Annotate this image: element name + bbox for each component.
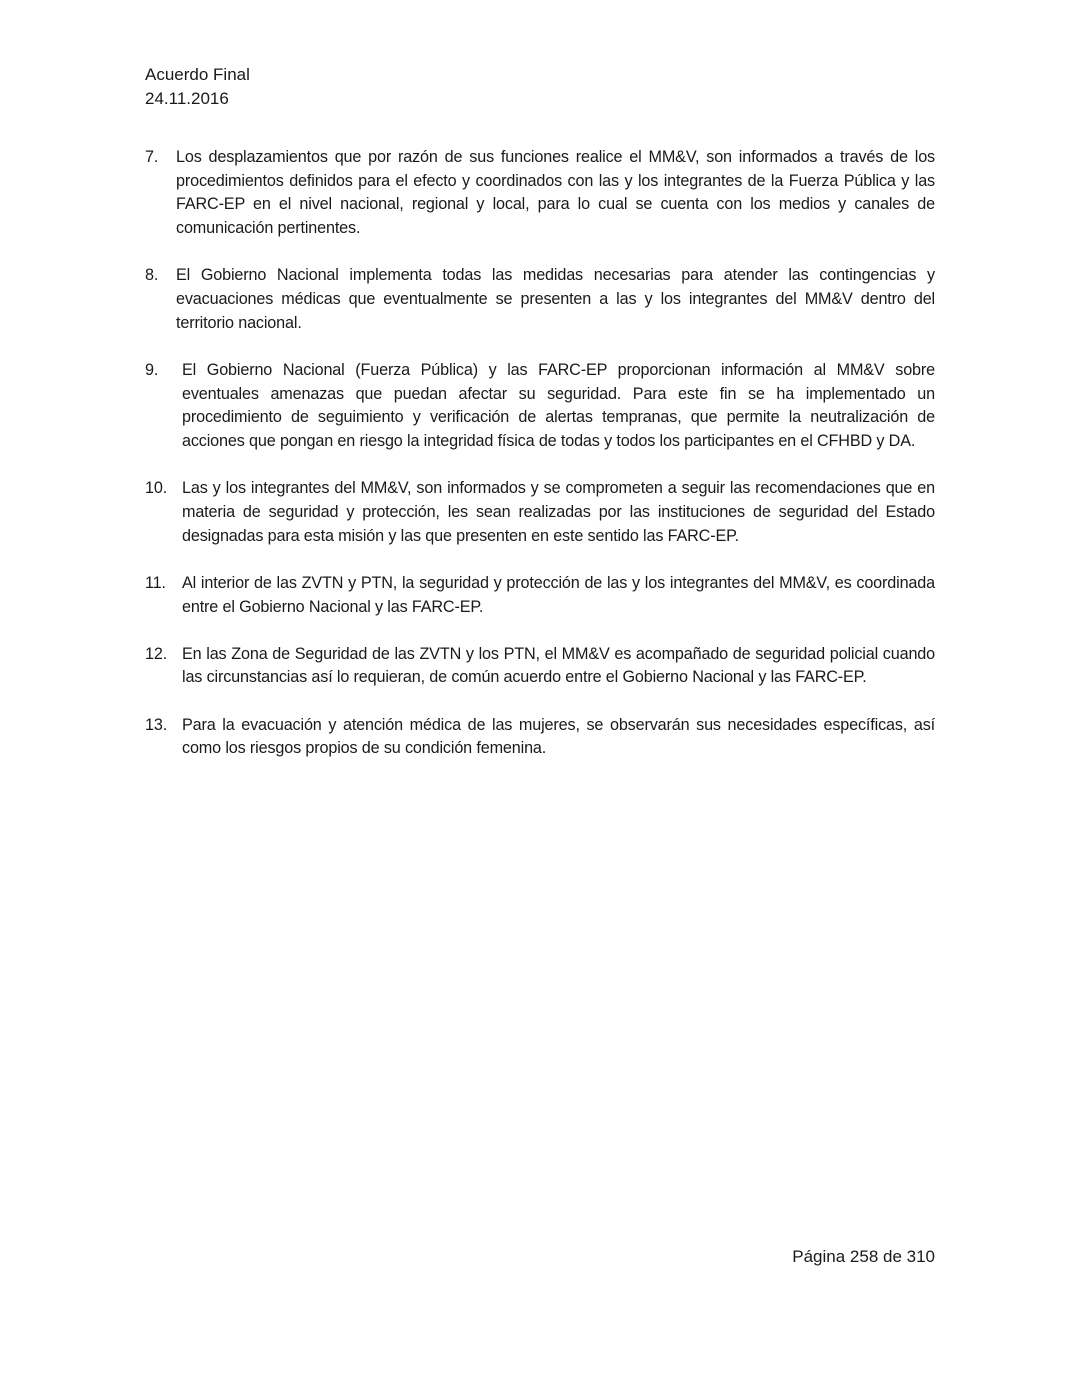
document-title: Acuerdo Final	[145, 65, 250, 84]
item-number: 11.	[145, 573, 166, 592]
item-number: 13.	[145, 715, 168, 734]
item-text: El Gobierno Nacional (Fuerza Pública) y las FARC-EP proporcionan información al MM&V sobre eventuales amenazas que puedan afectar su seguridad. Para este fin se ha implementado un procedimiento de seguimiento y verificación de alertas tempranas, que permite la neutralización de acciones que pongan en riesgo la integridad física de todas y todos los participantes en el CFHBD y DA.	[182, 360, 935, 451]
item-text: En las Zona de Seguridad de las ZVTN y los PTN, el MM&V es acompañado de seguridad policial cuando las circunstancias así lo requieran, de común acuerdo entre el Gobierno Nacional y las FARC-EP.	[182, 644, 935, 687]
list-item-10	[145, 477, 935, 548]
item-number: 8.	[145, 266, 159, 285]
item-text: Para la evacuación y atención médica de las mujeres, se observarán sus necesidades específicas, así como los riesgos propios de su condición femenina.	[182, 715, 935, 758]
list-item-7	[145, 146, 935, 241]
list-item-11	[145, 572, 935, 619]
list-item-9	[145, 359, 935, 454]
page-header	[145, 63, 250, 110]
item-text: Las y los integrantes del MM&V, son informados y se comprometen a seguir las recomendaciones que en materia de seguridad y protección, les sean realizadas por las instituciones de seguridad del Estado designadas para esta misión y las que presenten en este sentido las FARC-EP.	[182, 479, 935, 545]
item-number: 9.	[145, 360, 159, 379]
item-text: El Gobierno Nacional implementa todas las medidas necesarias para atender las contingencias y evacuaciones médicas que eventualmente se presenten a las y los integrantes del MM&V dentro del territorio nacional.	[176, 266, 935, 332]
list-item-13	[145, 714, 935, 761]
page-number: Página 258 de 310	[792, 1247, 935, 1266]
numbered-list	[145, 146, 935, 785]
list-item-8	[145, 264, 935, 335]
item-number: 7.	[145, 148, 159, 166]
item-text: Al interior de las ZVTN y PTN, la seguridad y protección de las y los integrantes del MM&V, es coordinada entre el Gobierno Nacional y las FARC-EP.	[182, 573, 935, 616]
document-date: 24.11.2016	[145, 88, 229, 108]
item-number: 12.	[145, 644, 168, 663]
item-text: Los desplazamientos que por razón de sus funciones realice el MM&V, son informados a través de los procedimientos definidos para el efecto y coordinados con las y los integrantes de la Fuerza Pública y las FARC-EP en el nivel nacional, regional y local, para lo cual se cuenta con los medios y canales de comunicación pertinentes.	[176, 148, 935, 238]
list-item-12	[145, 643, 935, 690]
item-number: 10.	[145, 479, 168, 498]
